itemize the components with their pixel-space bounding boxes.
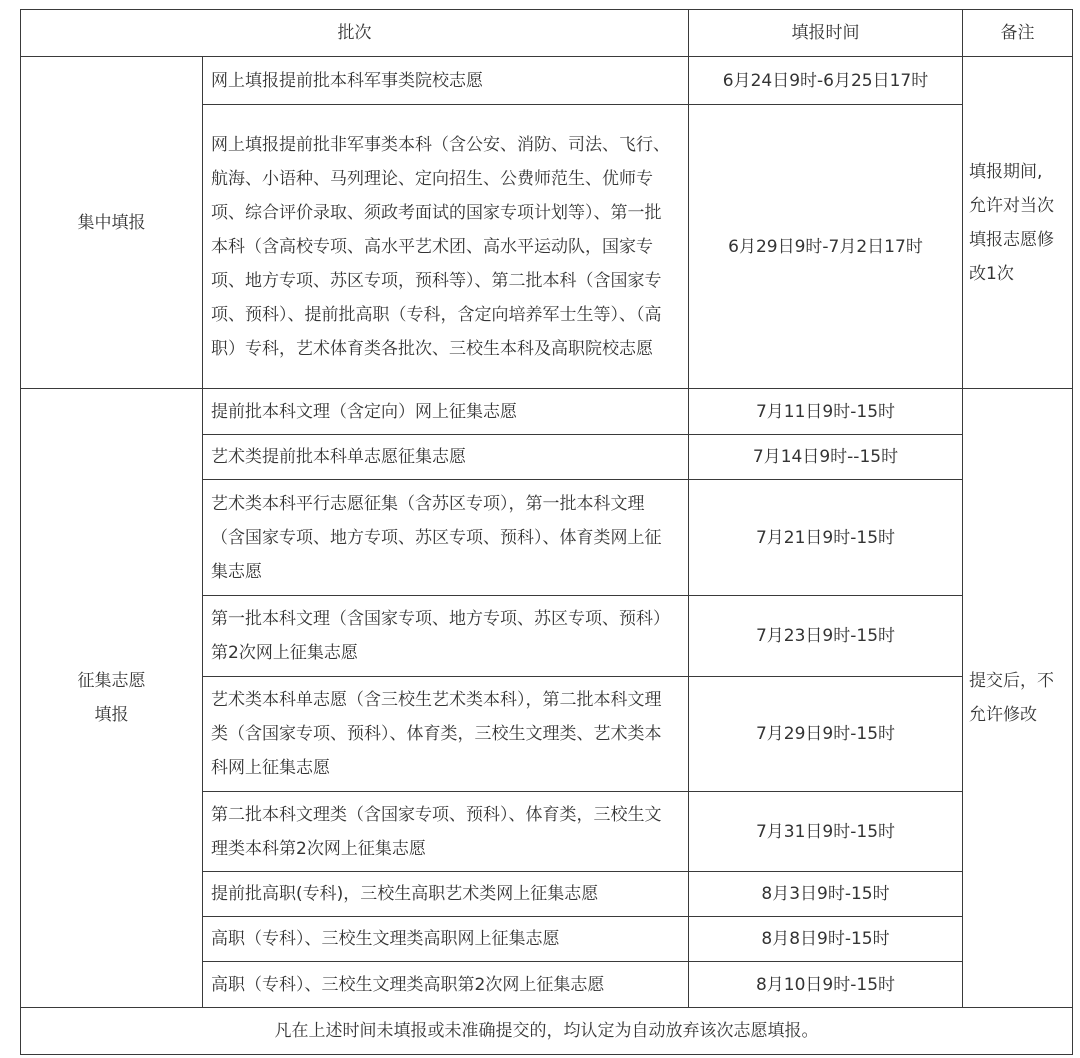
header-row <box>21 10 1073 57</box>
footer-note: 凡在上述时间未填报或未准确提交的，均认定为自动放弃该次志愿填报。 <box>21 1008 1073 1055</box>
header-batch: 批次 <box>21 10 689 57</box>
row-description: 提前批高职(专科)，三校生高职艺术类网上征集志愿 <box>203 872 689 917</box>
row-description: 艺术类本科单志愿（含三校生艺术类本科），第二批本科文理类（含国家专项、预科）、体育类，三校生文理类、艺术类本科网上征集志愿 <box>203 677 689 792</box>
row-time: 8月3日9时-15时 <box>689 872 963 917</box>
row-description: 艺术类提前批本科单志愿征集志愿 <box>203 435 689 480</box>
footer-row <box>21 1008 1073 1055</box>
row-time: 8月10日9时-15时 <box>689 962 963 1008</box>
row-time: 7月11日9时-15时 <box>689 389 963 435</box>
row-description: 高职（专科）、三校生文理类高职第2次网上征集志愿 <box>203 962 689 1008</box>
row-time: 8月8日9时-15时 <box>689 917 963 962</box>
row-description: 第一批本科文理（含国家专项、地方专项、苏区专项、预科）第2次网上征集志愿 <box>203 596 689 677</box>
row-description: 高职（专科）、三校生文理类高职网上征集志愿 <box>203 917 689 962</box>
row-description: 网上填报提前批本科军事类院校志愿 <box>203 57 689 105</box>
row-time: 7月31日9时-15时 <box>689 792 963 872</box>
group-label-solicitation: 征集志愿 填报 <box>21 389 203 1008</box>
row-time: 6月29日9时-7月2日17时 <box>689 105 963 389</box>
row-time: 7月29日9时-15时 <box>689 677 963 792</box>
admission-schedule-table <box>20 9 1073 1055</box>
table-row <box>21 389 1073 435</box>
group-label-centralized: 集中填报 <box>21 57 203 389</box>
row-description: 艺术类本科平行志愿征集（含苏区专项），第一批本科文理（含国家专项、地方专项、苏区专项、预科）、体育类网上征集志愿 <box>203 480 689 596</box>
header-note: 备注 <box>963 10 1073 57</box>
row-time: 6月24日9时-6月25日17时 <box>689 57 963 105</box>
row-description: 网上填报提前批非军事类本科（含公安、消防、司法、飞行、航海、小语种、马列理论、定向招生、公费师范生、优师专项、综合评价录取、须政考面试的国家专项计划等）、第一批本科（含高校专项、高水平艺术团、高水平运动队，国家专项、地方专项、苏区专项，预科等）、第二批本科（含国家专项、预科）、提前批高职（专科，含定向培养军士生等）、（高职）专科，艺术体育类各批次、三校生本科及高职院校志愿 <box>203 105 689 389</box>
row-description: 提前批本科文理（含定向）网上征集志愿 <box>203 389 689 435</box>
row-description: 第二批本科文理类（含国家专项、预科）、体育类，三校生文理类本科第2次网上征集志愿 <box>203 792 689 872</box>
row-time: 7月21日9时-15时 <box>689 480 963 596</box>
row-time: 7月23日9时-15时 <box>689 596 963 677</box>
group-note-centralized: 填报期间, 允许对当次 填报志愿修 改1次 <box>963 57 1073 389</box>
row-time: 7月14日9时--15时 <box>689 435 963 480</box>
table-row <box>21 57 1073 105</box>
group-note-solicitation: 提交后，不 允许修改 <box>963 389 1073 1008</box>
header-time: 填报时间 <box>689 10 963 57</box>
